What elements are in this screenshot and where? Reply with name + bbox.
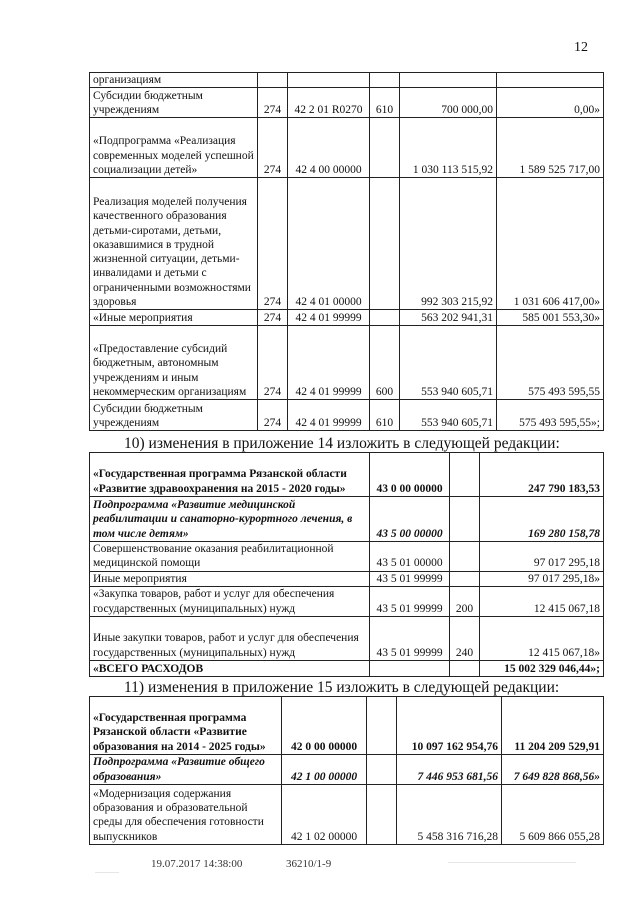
cell-sum-1: 5 458 316 716,28 (397, 785, 502, 845)
cell-name: Иные закупки товаров, работ и услуг для обеспечения государственных (муниципальных) нужд (90, 616, 370, 660)
cell-sum-2: 1 589 525 717,00 (497, 118, 604, 178)
cell-code: 43 5 01 99999 (370, 571, 450, 586)
table-row (90, 88, 604, 118)
cell-vr: 240 (450, 616, 480, 660)
cell-name: «Модернизация содержания образования и образовательной среды для обеспечения готовности выпускников (90, 785, 282, 845)
cell-sum: 247 790 183,53 (480, 453, 604, 497)
cell-sum: 97 017 295,18 (480, 542, 604, 572)
scan-artifact (95, 872, 119, 873)
cell-sum: 169 280 158,78 (480, 497, 604, 542)
cell-vr (367, 785, 397, 845)
cell-code: 42 4 01 00000 (288, 178, 370, 310)
section-heading-11: 11) изменения в приложение 15 изложить в следующей редакции: (124, 679, 560, 696)
page-number: 12 (574, 40, 588, 55)
cell-name: «Подпрограмма «Реализация современных моделей успешной социализации детей» (90, 118, 258, 178)
cell-sum-2: 575 493 595,55 (497, 326, 604, 400)
cell-name: «Закупка товаров, работ и услуг для обеспечения государственных (муниципальных) нужд (90, 586, 370, 616)
cell-name: «Государственная программа Рязанской области «Развитие образования на 2014 - 2025 годы» (90, 697, 282, 755)
cell-sum-1: 7 446 953 681,56 (397, 755, 502, 785)
table-row (90, 785, 604, 845)
cell-sum-1: 553 940 605,71 (400, 326, 497, 400)
table-row (90, 755, 604, 785)
cell-sum: 12 415 067,18 (480, 586, 604, 616)
cell-code: 42 2 01 R0270 (288, 88, 370, 118)
table-row (90, 571, 604, 586)
cell-code: 42 4 01 99999 (288, 326, 370, 400)
cell-vr: 610 (370, 400, 400, 431)
cell-vr: 200 (450, 586, 480, 616)
table-row (90, 178, 604, 310)
cell-sum-2: 11 204 209 529,91 (502, 697, 604, 755)
table-row (90, 118, 604, 178)
cell-code: 43 5 01 99999 (370, 616, 450, 660)
cell-sum-1: 563 202 941,31 (400, 310, 497, 326)
cell-code: 42 4 01 99999 (288, 400, 370, 431)
cell-sum-1: 553 940 605,71 (400, 400, 497, 431)
scan-artifact (448, 862, 576, 863)
cell-vr (370, 73, 400, 88)
cell-code: 43 0 00 00000 (370, 453, 450, 497)
cell-code: 43 5 01 99999 (370, 586, 450, 616)
cell-ministry: 274 (258, 400, 288, 431)
cell-sum-2 (497, 73, 604, 88)
table-row (90, 697, 604, 755)
cell-vr (450, 542, 480, 572)
cell-sum-1: 700 000,00 (400, 88, 497, 118)
cell-sum-2: 575 493 595,55»; (497, 400, 604, 431)
cell-name: Субсидии бюджетным учреждениям (90, 400, 258, 431)
cell-code (288, 73, 370, 88)
cell-vr (450, 571, 480, 586)
appendix-15-table (89, 696, 604, 845)
cell-name: Субсидии бюджетным учреждениям (90, 88, 258, 118)
appendix-14-table (89, 452, 604, 677)
cell-vr (450, 497, 480, 542)
cell-code: 42 0 00 00000 (282, 697, 367, 755)
appendix-table-continuation (89, 72, 604, 431)
cell-name: Реализация моделей получения качественного образования детьми-сиротами, детьми, оказавшимися в трудной жизненной ситуации, детьми-инвалидами и детьми с ограниченными возможностями здоровья (90, 178, 258, 310)
cell-sum: 12 415 067,18» (480, 616, 604, 660)
cell-ministry: 274 (258, 310, 288, 326)
cell-ministry (258, 73, 288, 88)
section-heading-10: 10) изменения в приложение 14 изложить в следующей редакции: (124, 435, 560, 452)
table-row (90, 586, 604, 616)
cell-name: «Государственная программа Рязанской области «Развитие здравоохранения на 2015 - 2020 годы» (90, 453, 370, 497)
cell-vr (450, 453, 480, 497)
cell-sum-1: 1 030 113 515,92 (400, 118, 497, 178)
table-row (90, 400, 604, 431)
cell-ministry: 274 (258, 88, 288, 118)
footer-document-code: 36210/1-9 (286, 858, 332, 870)
cell-ministry: 274 (258, 118, 288, 178)
cell-vr (367, 755, 397, 785)
cell-sum-1: 10 097 162 954,76 (397, 697, 502, 755)
cell-name: Подпрограмма «Развитие общего образования» (90, 755, 282, 785)
cell-vr (370, 118, 400, 178)
cell-vr (370, 310, 400, 326)
cell-code: 42 1 00 00000 (282, 755, 367, 785)
cell-code (370, 660, 450, 676)
cell-sum: 97 017 295,18» (480, 571, 604, 586)
cell-sum-2: 7 649 828 868,56» (502, 755, 604, 785)
cell-vr: 610 (370, 88, 400, 118)
cell-vr (370, 178, 400, 310)
cell-vr (367, 697, 397, 755)
cell-vr (450, 660, 480, 676)
cell-sum-2: 1 031 606 417,00» (497, 178, 604, 310)
cell-ministry: 274 (258, 326, 288, 400)
table-row (90, 542, 604, 572)
cell-name: Иные мероприятия (90, 571, 370, 586)
table-total-row (90, 660, 604, 676)
cell-name: «Иные мероприятия (90, 310, 258, 326)
table-row (90, 73, 604, 88)
cell-vr: 600 (370, 326, 400, 400)
cell-name: «Предоставление субсидий бюджетным, автономным учреждениям и иным некоммерческим организациям (90, 326, 258, 400)
cell-sum-1 (400, 73, 497, 88)
cell-sum-2: 0,00» (497, 88, 604, 118)
cell-ministry: 274 (258, 178, 288, 310)
table-row (90, 326, 604, 400)
cell-name: Подпрограмма «Развитие медицинской реабилитации и санаторно-курортного лечения, в том числе детям» (90, 497, 370, 542)
cell-code: 42 1 02 00000 (282, 785, 367, 845)
table-row (90, 616, 604, 660)
cell-sum-2: 5 609 866 055,28 (502, 785, 604, 845)
cell-name: Совершенствование оказания реабилитационной медицинской помощи (90, 542, 370, 572)
table-row (90, 453, 604, 497)
cell-code: 42 4 01 99999 (288, 310, 370, 326)
table-row (90, 310, 604, 326)
cell-code: 43 5 00 00000 (370, 497, 450, 542)
cell-name: организациям (90, 73, 258, 88)
total-sum: 15 002 329 046,44»; (480, 660, 604, 676)
footer-timestamp: 19.07.2017 14:38:00 (151, 858, 243, 870)
total-label: «ВСЕГО РАСХОДОВ (90, 660, 370, 676)
table-row (90, 497, 604, 542)
cell-sum-1: 992 303 215,92 (400, 178, 497, 310)
cell-code: 43 5 01 00000 (370, 542, 450, 572)
cell-sum-2: 585 001 553,30» (497, 310, 604, 326)
cell-code: 42 4 00 00000 (288, 118, 370, 178)
